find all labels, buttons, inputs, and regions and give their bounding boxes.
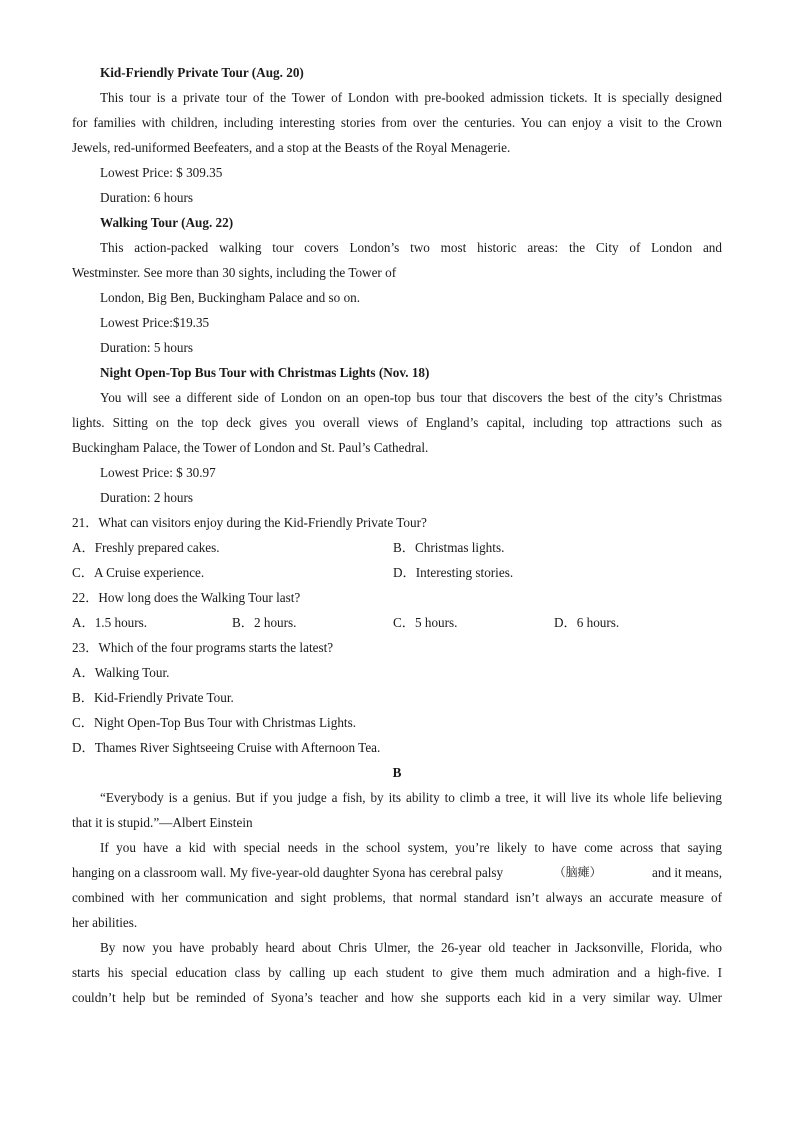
paragraph-text: hanging on a classroom wall. My five-year-old daughter Syona has cerebral palsy: [72, 865, 504, 880]
tour-price: Lowest Price: $ 30.97: [100, 465, 216, 480]
tour-desc-line: lights. Sitting on the top deck gives you overall views of England’s capital, including top attractions such as: [72, 415, 722, 430]
tour-duration: Duration: 6 hours: [100, 190, 194, 205]
tour-heading-night-bus: Night Open-Top Bus Tour with Christmas Lights (Nov. 18): [100, 365, 430, 380]
tour-desc-line: You will see a different side of London on an open-top bus tour that discovers the best of the city’s Christmas: [100, 390, 722, 405]
q22-option-a: A．1.5 hours.: [72, 615, 148, 630]
tour-desc-line: Westminster. See more than 30 sights, including the Tower of: [72, 265, 397, 280]
question-21: 21．What can visitors enjoy during the Kid-Friendly Private Tour?: [72, 515, 427, 530]
q22-option-b: B．2 hours.: [232, 615, 297, 630]
tour-heading-walking: Walking Tour (Aug. 22): [100, 215, 234, 230]
q23-option-c: C．Night Open-Top Bus Tour with Christmas Lights.: [72, 715, 357, 730]
tour-desc-line: Jewels, red-uniformed Beefeaters, and a stop at the Beasts of the Royal Menagerie.: [72, 140, 511, 155]
tour-price: Lowest Price: $ 309.35: [100, 165, 223, 180]
tour-desc-line: for families with children, including interesting stories from over the centuries. You can enjoy a visit to the Crown: [72, 115, 722, 130]
q22-option-d: D．6 hours.: [554, 615, 620, 630]
paragraph-line: combined with her communication and sight problems, that normal standard isn’t always an accurate measure of: [72, 890, 722, 905]
q21-option-b: B．Christmas lights.: [393, 540, 505, 555]
q21-option-c: C．A Cruise experience.: [72, 565, 205, 580]
q21-option-a: A．Freshly prepared cakes.: [72, 540, 220, 555]
q22-option-c: C．5 hours.: [393, 615, 458, 630]
tour-duration: Duration: 2 hours: [100, 490, 194, 505]
tour-price: Lowest Price:$19.35: [100, 315, 210, 330]
tour-duration: Duration: 5 hours: [100, 340, 194, 355]
quote-line: “Everybody is a genius. But if you judge a fish, by its ability to climb a tree, it will live its whole life believing: [100, 790, 722, 805]
q21-option-d: D．Interesting stories.: [393, 565, 514, 580]
paragraph-line: her abilities.: [72, 915, 138, 930]
tour-desc-line: Buckingham Palace, the Tower of London and St. Paul’s Cathedral.: [72, 440, 429, 455]
tour-desc-line: This tour is a private tour of the Tower of London with pre-booked admission tickets. It is specially designed: [100, 90, 722, 105]
tour-desc-line: London, Big Ben, Buckingham Palace and so on.: [100, 290, 361, 305]
question-22: 22．How long does the Walking Tour last?: [72, 590, 301, 605]
question-23: 23．Which of the four programs starts the latest?: [72, 640, 334, 655]
tour-heading-kid-friendly: Kid-Friendly Private Tour (Aug. 20): [100, 65, 304, 80]
paragraph-line: If you have a kid with special needs in the school system, you’re likely to have come across that saying: [100, 840, 722, 855]
paragraph-line: [72, 860, 722, 885]
q23-option-a: A．Walking Tour.: [72, 665, 170, 680]
quote-line: that it is stupid.”—Albert Einstein: [72, 815, 253, 830]
tour-desc-line: This action-packed walking tour covers London’s two most historic areas: the City of London and: [100, 240, 722, 255]
section-b-label: B: [392, 765, 402, 780]
paragraph-text: and it means,: [652, 865, 722, 880]
paragraph-line: By now you have probably heard about Chris Ulmer, the 26-year old teacher in Jacksonville, Florida, who: [100, 940, 722, 955]
paragraph-line: starts his special education class by calling up each student to give them much admiration and a high-five. I: [72, 965, 722, 980]
paragraph-line: couldn’t help but be reminded of Syona’s teacher and how she supports each kid in a very similar way. Ulmer: [72, 990, 722, 1005]
chinese-gloss: （脑瘫）: [553, 865, 602, 879]
q23-option-d: D．Thames River Sightseeing Cruise with Afternoon Tea.: [72, 740, 381, 755]
q23-option-b: B．Kid-Friendly Private Tour.: [72, 690, 234, 705]
